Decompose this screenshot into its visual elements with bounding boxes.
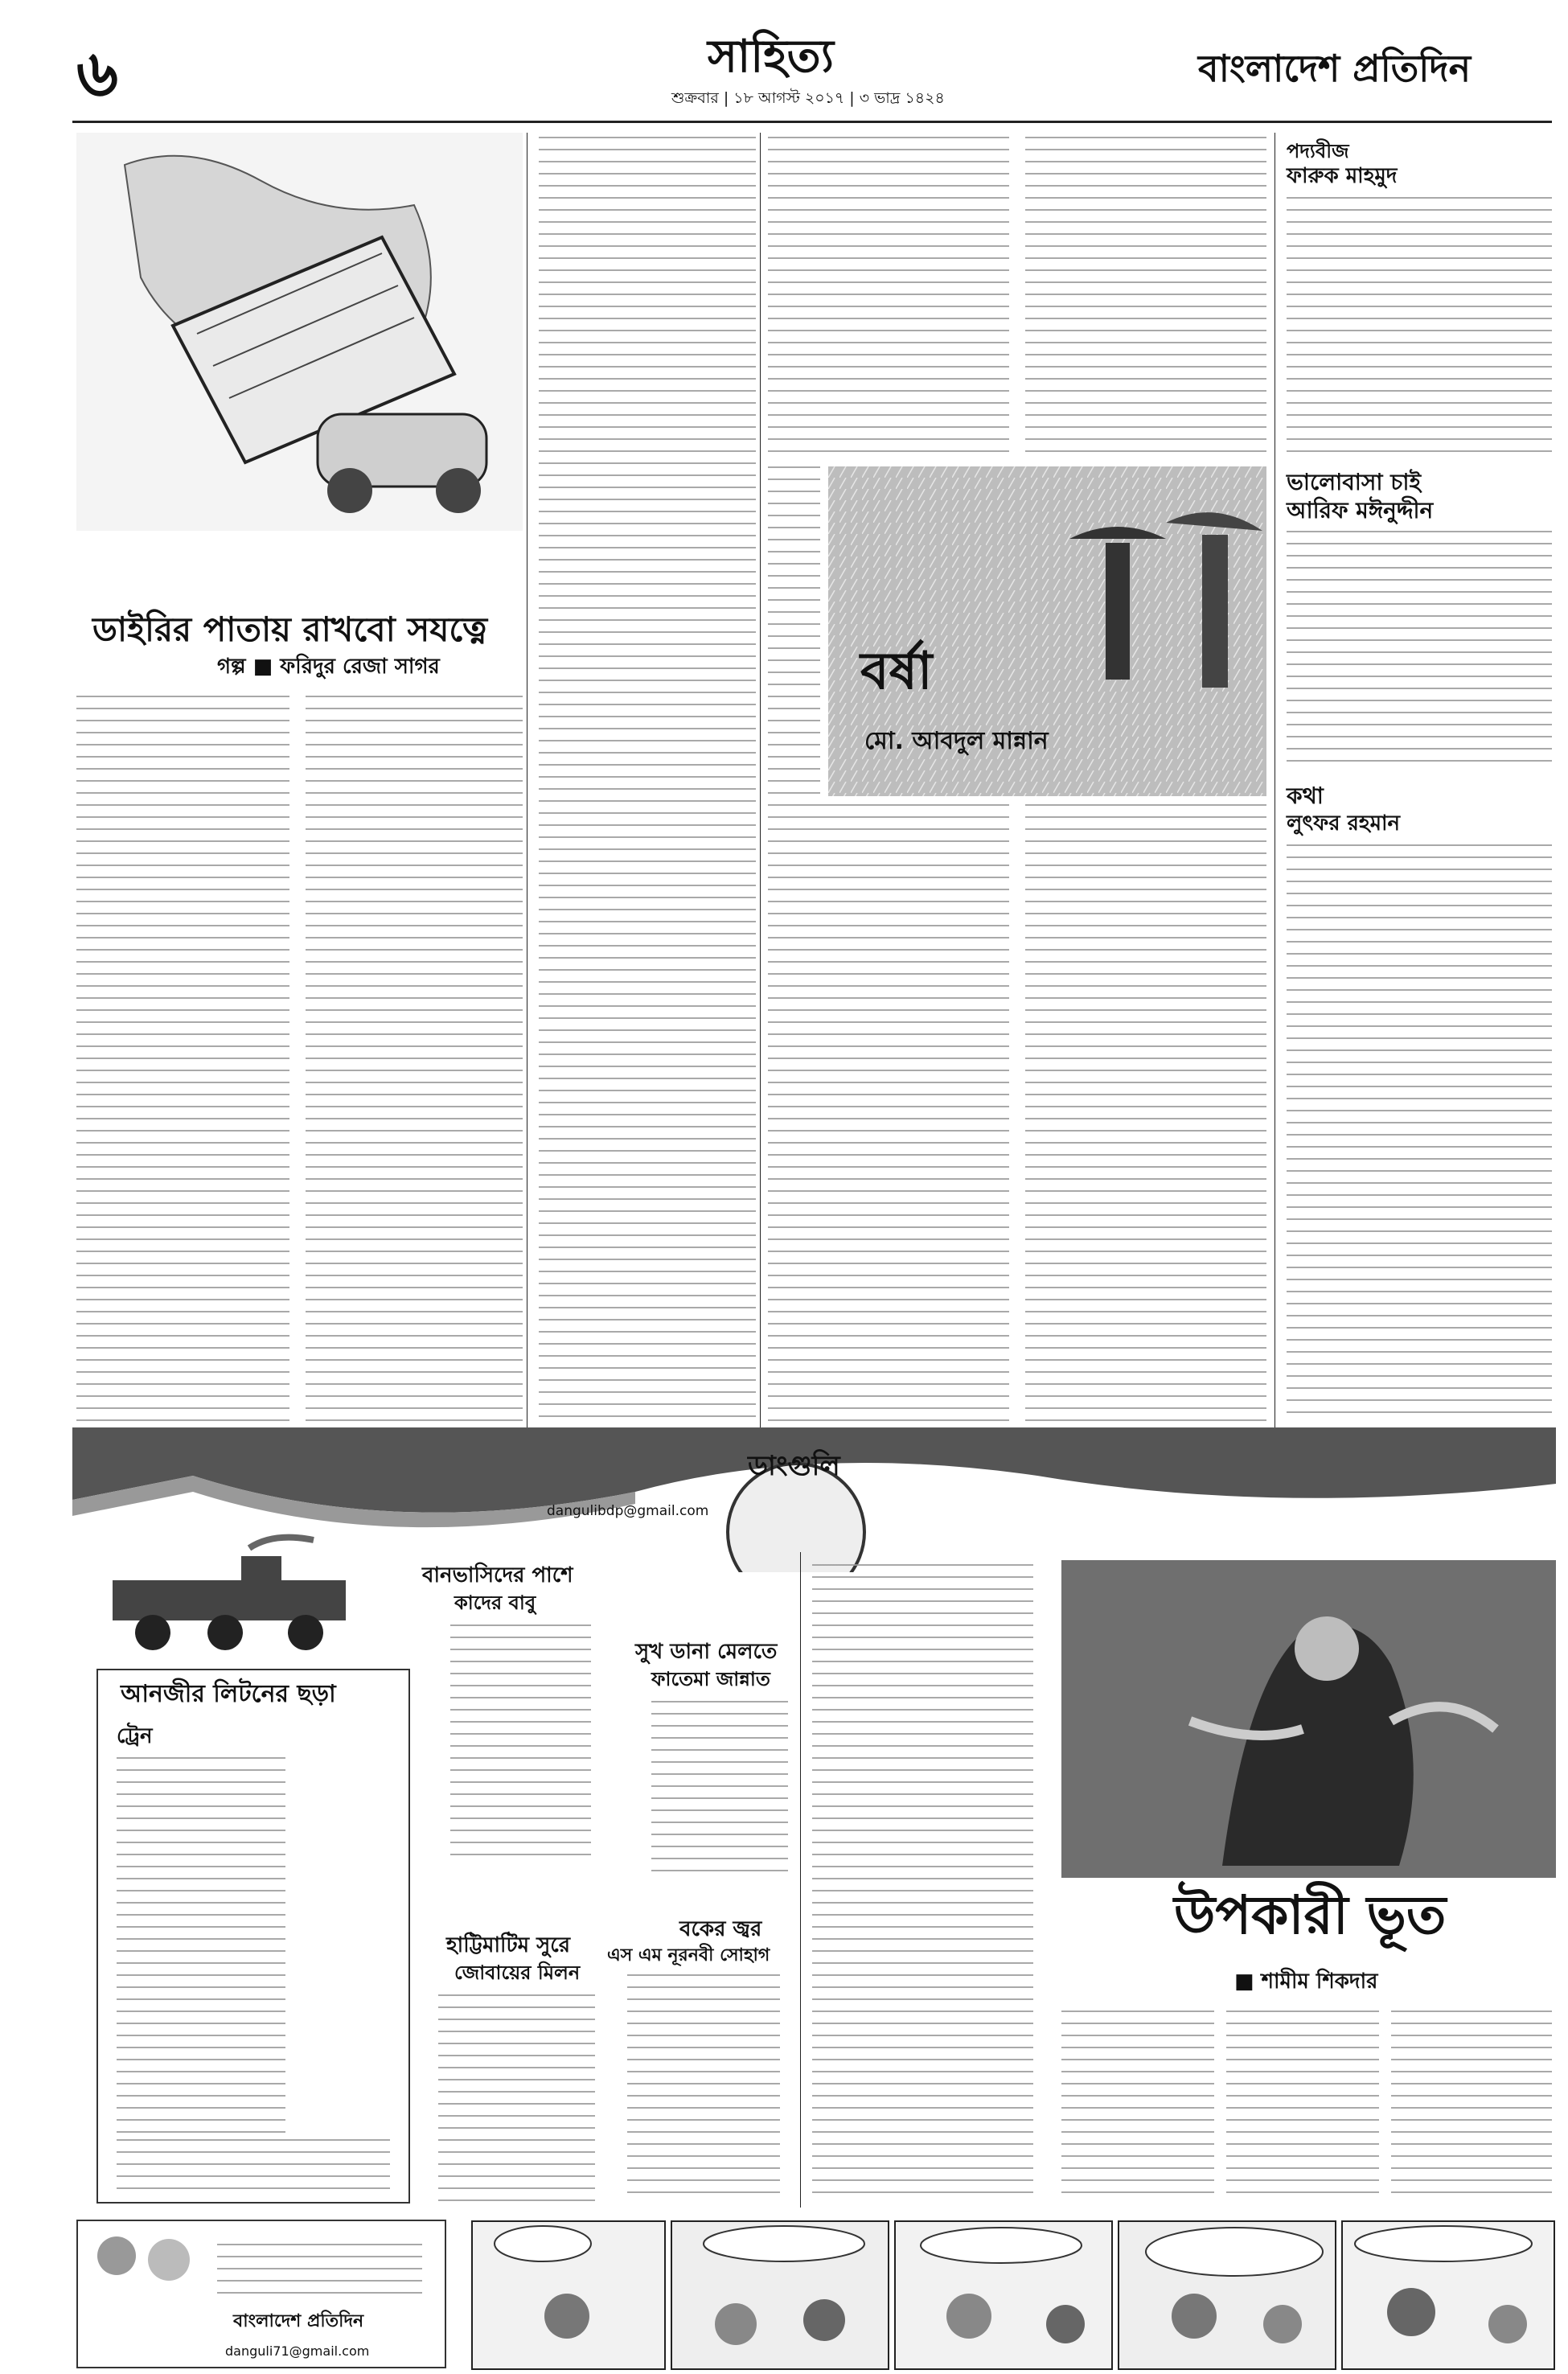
rhyme-text [450,1624,591,1866]
article-text-column [768,804,1009,1423]
rhyme-text [117,1757,285,2135]
poem-title: ভালোবাসা চাই [1287,469,1422,495]
rhyme-title: আনজীর লিটনের ছড়া [121,1680,336,1708]
barsha-title: বর্ষা [860,641,933,701]
poem-title: পদ্যবীজ [1287,140,1349,162]
rhyme-title: হাট্টিমাটিম সুরে [446,1933,571,1957]
ghost-illustration [1061,1560,1556,1878]
article-text-column [1226,2011,1379,2204]
danguli-logo: ডাংগুলি [748,1450,840,1482]
article-text-column [539,137,756,1423]
paper-name: বাংলাদেশ প্রতিদিন [1198,47,1472,90]
barsha-author: মো. আবদুল মান্নান [864,727,1049,755]
rhyme-author: কাদের বাবু [454,1592,536,1614]
danguli-email: dangulibdp@gmail.com [547,1503,709,1519]
section-title: সাহিত্য [708,30,834,83]
rhyme-title: বকের জ্বর [679,1917,762,1941]
rhyme-subtitle: ট্রেন [117,1724,153,1748]
rhyme-text [651,1701,788,1878]
club-email: danguli71@gmail.com [225,2343,370,2359]
article-text-column [1025,137,1266,454]
club-text [217,2244,422,2300]
rhyme-text [117,2139,390,2191]
article-text-column [76,696,289,1423]
article-text-column [1391,2011,1552,2204]
comic-strip [470,2220,1556,2372]
diary-story-byline: গল্প ■ ফরিদুর রেজা সাগর [217,655,440,679]
rhyme-title: সুখ ডানা মেলতে [635,1640,778,1664]
article-text-column [306,696,523,1423]
poem-text [1287,197,1552,454]
rhyme-title: বানভাসিদের পাশে [422,1563,573,1587]
page-number: ৬ [76,36,119,111]
rhyme-author: জোবায়ের মিলন [454,1961,581,1984]
dateline: শুক্রবার | ১৮ আগস্ট ২০১৭ | ৩ ভাদ্র ১৪২৪ [671,89,945,107]
article-text-column [768,466,820,796]
rhyme-text [438,1994,595,2204]
poem-author: আরিফ মঈনুদ্দীন [1287,497,1434,524]
ghost-story-author: ■ শামীম শিকদার [1234,1969,1378,1994]
rhyme-author: ফাতেমা জান্নাত [651,1668,770,1690]
club-doodle [88,2224,209,2296]
poem-title: কথা [1287,782,1324,809]
diary-illustration [76,133,523,531]
poem-text [1287,531,1552,772]
article-text-column [768,137,1009,454]
article-text-column [1025,804,1266,1423]
poem-author: লুৎফর রহমান [1287,811,1401,836]
article-text-column [812,1564,1033,2204]
poem-author: ফারুক মাহমুদ [1287,164,1398,188]
masthead-rule [72,121,1552,123]
rhyme-author: এস এম নূরনবী সোহাগ [607,1945,770,1965]
ghost-story-title: উপকারী ভূত [1174,1883,1447,1946]
club-paper-name: বাংলাদেশ প্রতিদিন [233,2311,364,2331]
rhyme-text [627,1974,780,2204]
poem-text [1287,844,1552,1423]
diary-story-title: ডাইরির পাতায় রাখবো সযত্নে [92,610,488,649]
train-illustration [80,1532,394,1677]
article-text-column [1061,2011,1214,2204]
